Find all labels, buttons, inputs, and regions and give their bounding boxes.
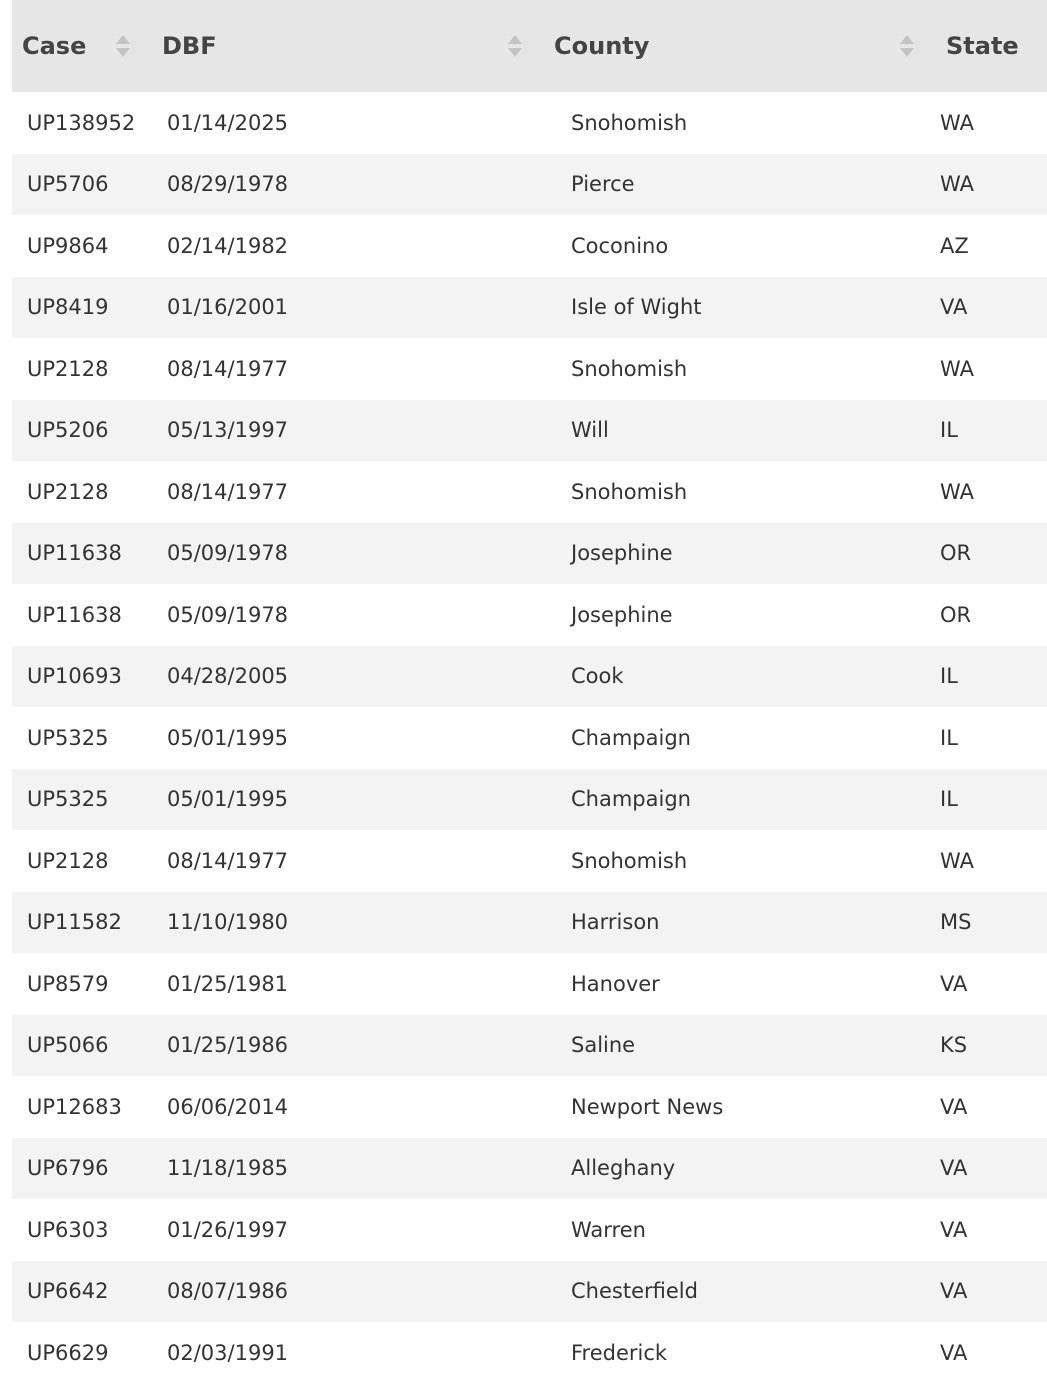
- cell-dbf: 08/14/1977: [152, 461, 544, 523]
- cell-state: VA: [936, 1199, 1047, 1261]
- column-header-dbf-label: DBF: [162, 32, 217, 60]
- cell-county: Coconino: [544, 215, 936, 277]
- cell-dbf: 02/14/1982: [152, 215, 544, 277]
- table-row[interactable]: [12, 892, 1047, 954]
- cell-case: UP8419: [12, 277, 152, 339]
- cell-state: IL: [936, 646, 1047, 708]
- table-row[interactable]: [12, 830, 1047, 892]
- cell-state: MS: [936, 892, 1047, 954]
- cell-case: UP12683: [12, 1076, 152, 1138]
- table-row[interactable]: [12, 523, 1047, 585]
- table-header: [12, 0, 1047, 92]
- cell-state: WA: [936, 830, 1047, 892]
- column-header-case[interactable]: [12, 0, 152, 92]
- cell-state: OR: [936, 523, 1047, 585]
- cell-case: UP5066: [12, 1015, 152, 1077]
- table-row[interactable]: [12, 1261, 1047, 1323]
- cell-county: Warren: [544, 1199, 936, 1261]
- cell-dbf: 05/01/1995: [152, 707, 544, 769]
- cell-state: VA: [936, 1138, 1047, 1200]
- cell-dbf: 02/03/1991: [152, 1322, 544, 1384]
- cell-dbf: 08/07/1986: [152, 1261, 544, 1323]
- cell-dbf: 08/14/1977: [152, 338, 544, 400]
- cell-state: KS: [936, 1015, 1047, 1077]
- cell-case: UP8579: [12, 953, 152, 1015]
- cell-case: UP5325: [12, 707, 152, 769]
- cell-county: Snohomish: [544, 92, 936, 154]
- cell-state: WA: [936, 154, 1047, 216]
- cell-state: AZ: [936, 215, 1047, 277]
- cell-state: VA: [936, 953, 1047, 1015]
- cell-case: UP2128: [12, 338, 152, 400]
- column-header-county-label: County: [554, 32, 650, 60]
- table-row[interactable]: [12, 461, 1047, 523]
- cell-dbf: 08/14/1977: [152, 830, 544, 892]
- cell-state: VA: [936, 277, 1047, 339]
- cell-dbf: 05/09/1978: [152, 523, 544, 585]
- cell-case: UP5206: [12, 400, 152, 462]
- cell-case: UP138952: [12, 92, 152, 154]
- cell-county: Josephine: [544, 523, 936, 585]
- cell-county: Champaign: [544, 707, 936, 769]
- cell-county: Hanover: [544, 953, 936, 1015]
- table-row[interactable]: [12, 707, 1047, 769]
- header-row: [12, 0, 1047, 92]
- cell-case: UP11638: [12, 523, 152, 585]
- table-row[interactable]: [12, 338, 1047, 400]
- table-row[interactable]: [12, 154, 1047, 216]
- cell-case: UP6642: [12, 1261, 152, 1323]
- column-header-state-label: State: [946, 32, 1019, 60]
- column-header-county[interactable]: [544, 0, 936, 92]
- table-row[interactable]: [12, 1076, 1047, 1138]
- cell-dbf: 11/18/1985: [152, 1138, 544, 1200]
- table-row[interactable]: [12, 646, 1047, 708]
- cell-case: UP5706: [12, 154, 152, 216]
- cell-case: UP6303: [12, 1199, 152, 1261]
- cell-dbf: 05/01/1995: [152, 769, 544, 831]
- cell-case: UP10693: [12, 646, 152, 708]
- cell-case: UP6796: [12, 1138, 152, 1200]
- cell-county: Will: [544, 400, 936, 462]
- cell-case: UP2128: [12, 830, 152, 892]
- table-row[interactable]: [12, 1322, 1047, 1384]
- cell-county: Josephine: [544, 584, 936, 646]
- cell-dbf: 01/25/1986: [152, 1015, 544, 1077]
- cell-county: Newport News: [544, 1076, 936, 1138]
- cell-case: UP9864: [12, 215, 152, 277]
- cell-case: UP11638: [12, 584, 152, 646]
- case-table: [12, 0, 1047, 1384]
- cell-case: UP2128: [12, 461, 152, 523]
- column-header-dbf[interactable]: [152, 0, 544, 92]
- sort-icon[interactable]: [116, 34, 130, 58]
- cell-case: UP5325: [12, 769, 152, 831]
- cell-case: UP6629: [12, 1322, 152, 1384]
- cell-county: Frederick: [544, 1322, 936, 1384]
- sort-icon[interactable]: [508, 34, 522, 58]
- cell-dbf: 01/25/1981: [152, 953, 544, 1015]
- cell-county: Champaign: [544, 769, 936, 831]
- table-row[interactable]: [12, 215, 1047, 277]
- table-row[interactable]: [12, 277, 1047, 339]
- table-row[interactable]: [12, 953, 1047, 1015]
- cell-state: WA: [936, 92, 1047, 154]
- cell-county: Snohomish: [544, 338, 936, 400]
- cell-state: VA: [936, 1076, 1047, 1138]
- table-row[interactable]: [12, 92, 1047, 154]
- cell-county: Chesterfield: [544, 1261, 936, 1323]
- cell-state: VA: [936, 1322, 1047, 1384]
- cell-county: Isle of Wight: [544, 277, 936, 339]
- cell-state: WA: [936, 338, 1047, 400]
- cell-dbf: 01/16/2001: [152, 277, 544, 339]
- cell-dbf: 11/10/1980: [152, 892, 544, 954]
- cell-case: UP11582: [12, 892, 152, 954]
- cell-dbf: 01/26/1997: [152, 1199, 544, 1261]
- cell-state: IL: [936, 707, 1047, 769]
- cell-county: Snohomish: [544, 830, 936, 892]
- cell-state: WA: [936, 461, 1047, 523]
- table-row[interactable]: [12, 769, 1047, 831]
- cell-dbf: 06/06/2014: [152, 1076, 544, 1138]
- cell-dbf: 01/14/2025: [152, 92, 544, 154]
- table-row[interactable]: [12, 400, 1047, 462]
- column-header-state[interactable]: [936, 0, 1047, 92]
- case-table-container: [12, 0, 1047, 1384]
- table-body: [12, 92, 1047, 1384]
- cell-county: Snohomish: [544, 461, 936, 523]
- table-row[interactable]: [12, 1199, 1047, 1261]
- cell-dbf: 04/28/2005: [152, 646, 544, 708]
- table-row[interactable]: [12, 584, 1047, 646]
- sort-icon[interactable]: [900, 34, 914, 58]
- cell-county: Saline: [544, 1015, 936, 1077]
- table-row[interactable]: [12, 1138, 1047, 1200]
- cell-dbf: 08/29/1978: [152, 154, 544, 216]
- cell-dbf: 05/09/1978: [152, 584, 544, 646]
- cell-dbf: 05/13/1997: [152, 400, 544, 462]
- table-row[interactable]: [12, 1015, 1047, 1077]
- cell-state: IL: [936, 400, 1047, 462]
- cell-county: Cook: [544, 646, 936, 708]
- cell-state: IL: [936, 769, 1047, 831]
- cell-county: Alleghany: [544, 1138, 936, 1200]
- cell-county: Pierce: [544, 154, 936, 216]
- cell-state: OR: [936, 584, 1047, 646]
- cell-county: Harrison: [544, 892, 936, 954]
- column-header-case-label: Case: [22, 32, 87, 60]
- cell-state: VA: [936, 1261, 1047, 1323]
